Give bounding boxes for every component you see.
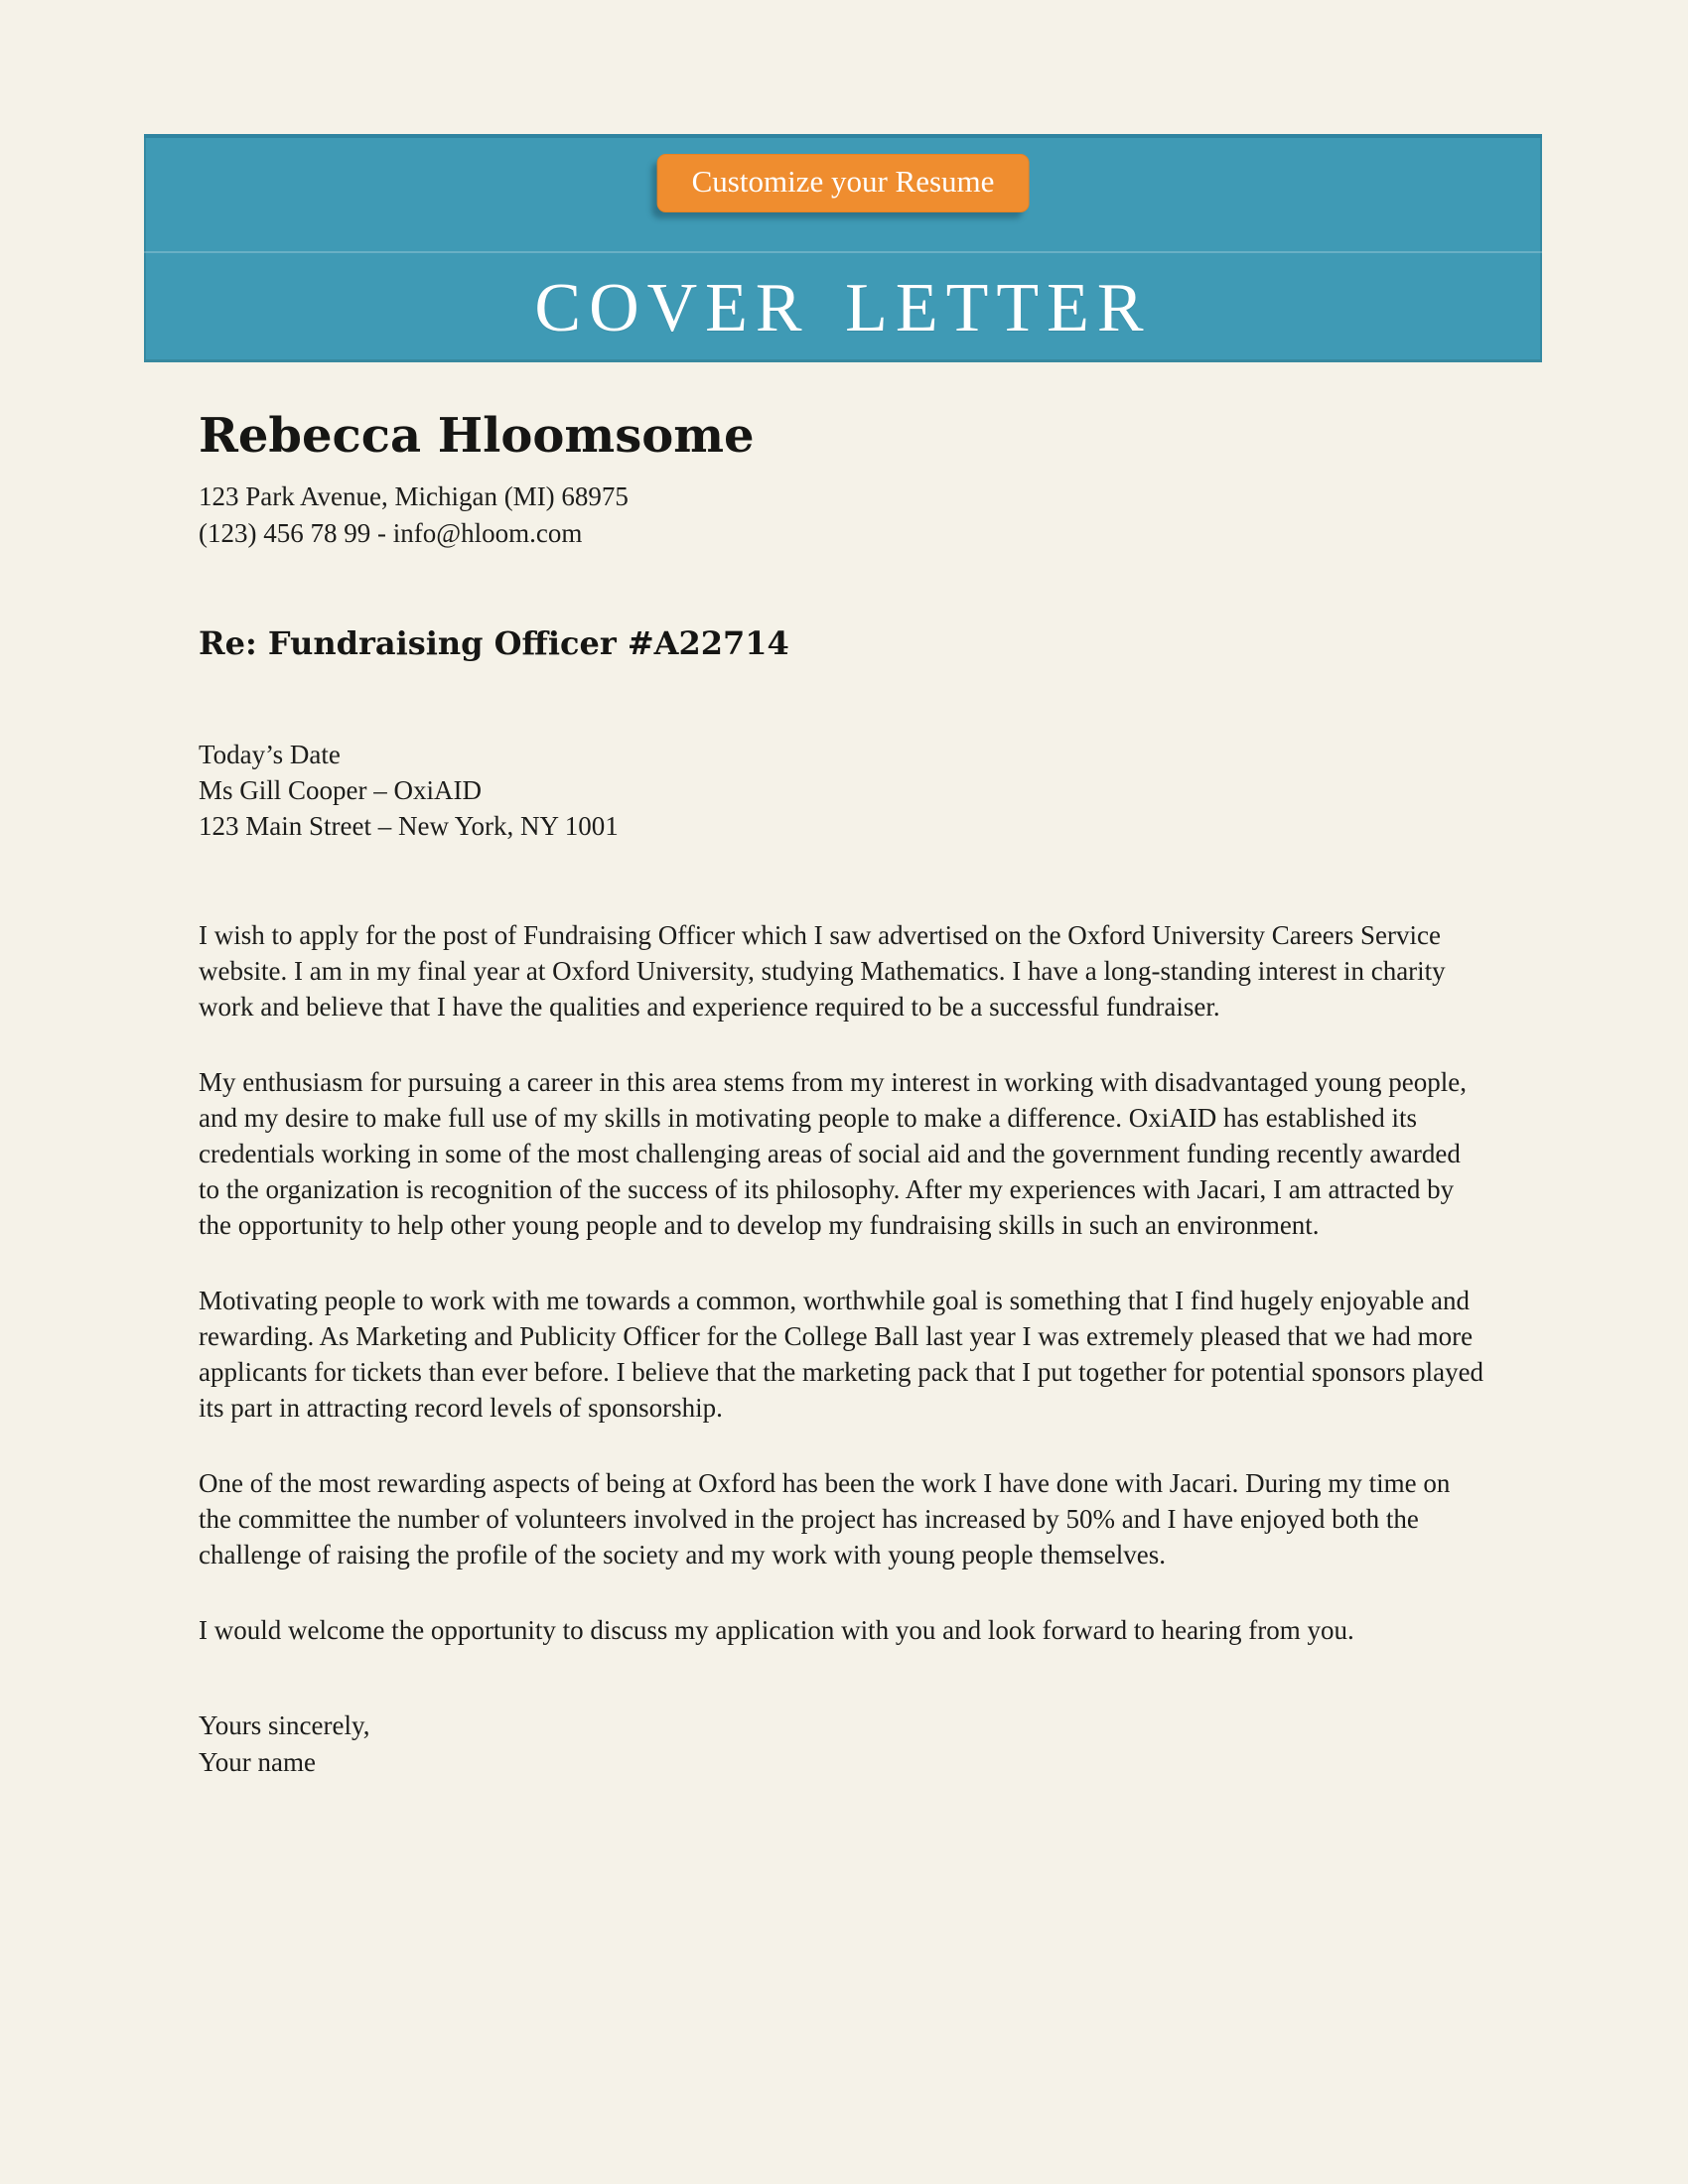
sender-phone-email: (123) 456 78 99 - info@hloom.com — [199, 518, 583, 548]
paragraph-intro: I wish to apply for the post of Fundraising Officer which I saw advertised on the Oxford University Careers Service website. I am in my final year at Oxford University, studying Mathematics. I have a long-standing interest in charity work and believe that I have the qualities and experience required to be a successful fundraiser. — [199, 920, 1446, 1022]
recipient-address: 123 Main Street – New York, NY 1001 — [199, 811, 619, 841]
closing-salutation: Yours sincerely, — [199, 1710, 370, 1740]
paragraph-motivating: Motivating people to work with me towards a common, worthwhile goal is something that I find hugely enjoyable and rewarding. As Marketing and Publicity Officer for the College Ball last year I was extremely pleased that we had more applicants for tickets than ever before. I believe that the marketing pack that I put together for potential sponsors played its part in attracting record levels of sponsorship. — [199, 1286, 1484, 1423]
paragraph-enthusiasm: My enthusiasm for pursuing a career in this area stems from my interest in working with disadvantaged young people, and my desire to make full use of my skills in motivating people to make a difference. OxiAID has established its credentials working in some of the most challenging areas of social aid and the government funding recently awarded to the organization is recognition of the success of its philosophy. After my experiences with Jacari, I am attracted by the opportunity to help other young people and to develop my fundraising skills in such an environment. — [199, 1067, 1467, 1240]
sender-name: Rebecca Hloomsome — [199, 408, 755, 464]
paragraph-welcome: I would welcome the opportunity to discuss my application with you and look forward to hearing from you. — [199, 1615, 1354, 1645]
paragraph-jacari: One of the most rewarding aspects of being at Oxford has been the work I have done with Jacari. During my time on the committee the number of volunteers involved in the project has increased by 50% and I have enjoyed both the challenge of raising the profile of the society and my work with young people themselves. — [199, 1468, 1451, 1570]
letter-paragraphs — [199, 917, 1484, 1648]
customize-resume-button[interactable]: Customize your Resume — [657, 154, 1030, 212]
band-title-area — [144, 253, 1542, 363]
subject-line: Re: Fundraising Officer #A22714 — [199, 624, 789, 662]
page-title: COVER LETTER — [534, 269, 1152, 346]
letter-body — [199, 362, 1484, 1781]
closing-block — [199, 1707, 1484, 1781]
letter-date: Today’s Date — [199, 740, 341, 769]
sender-address: 123 Park Avenue, Michigan (MI) 68975 — [199, 481, 629, 511]
recipient-block — [199, 737, 1484, 844]
header-band — [144, 134, 1542, 362]
sender-contact-block — [199, 478, 1484, 552]
recipient-name: Ms Gill Cooper – OxiAID — [199, 775, 482, 805]
closing-signature: Your name — [199, 1747, 317, 1777]
